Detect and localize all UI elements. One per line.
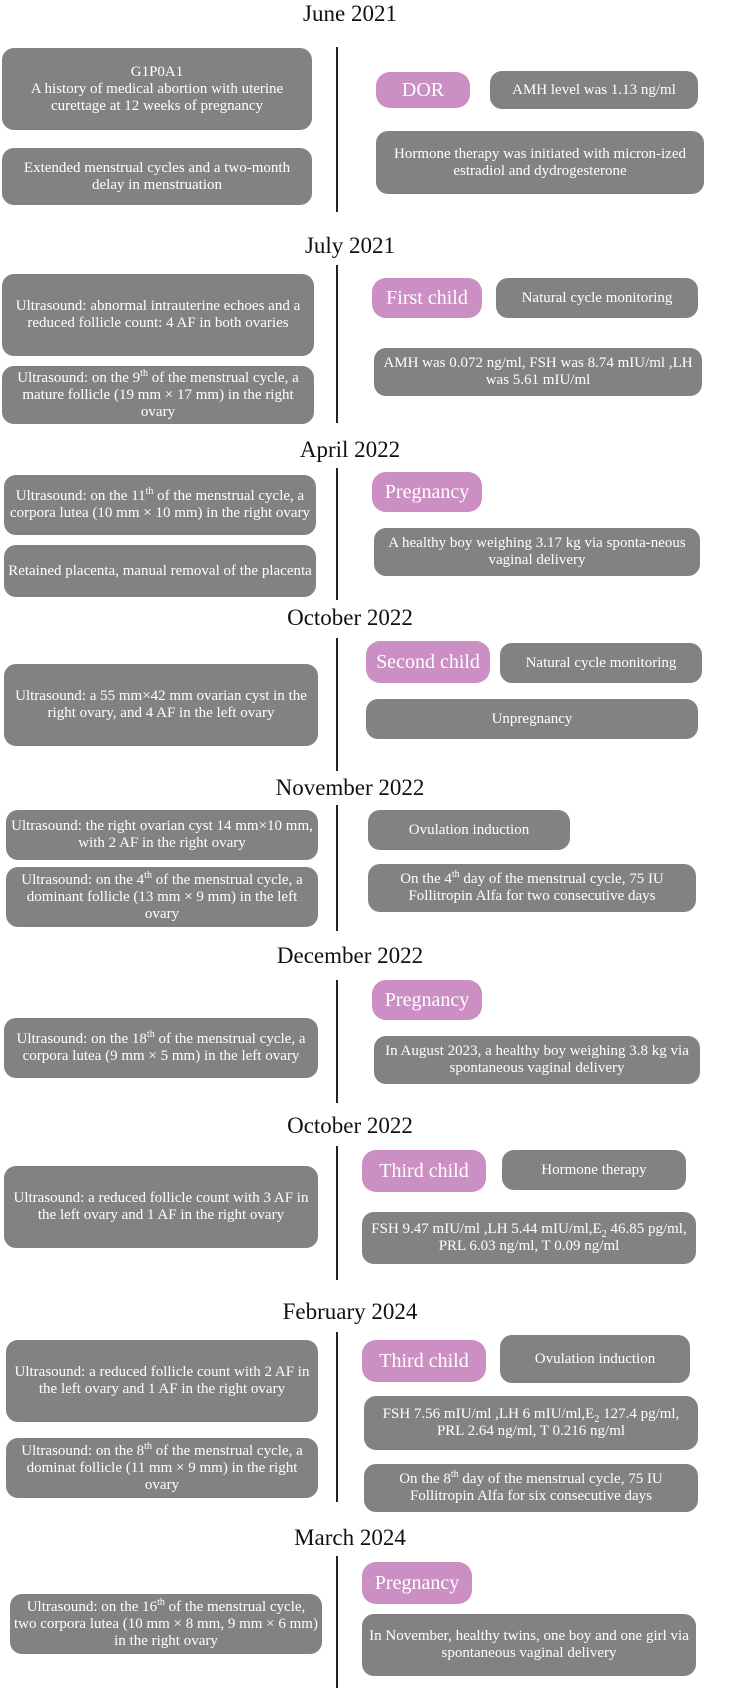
- timeline-divider: [336, 980, 338, 1103]
- event-text: Ultrasound: a reduced follicle count with 2 AF in the left ovary and 1 AF in the right ovary: [14, 1364, 310, 1397]
- event-text: Ultrasound: on the 4th of the menstrual cycle, a dominant follicle (13 mm × 9 mm) in the left ovary: [21, 869, 303, 922]
- category-tag: Pregnancy: [362, 1562, 472, 1604]
- section-heading: April 2022: [299, 437, 401, 462]
- right-top-event-box: [496, 278, 698, 318]
- right-event-box: [374, 1036, 700, 1084]
- event-text: Ovulation induction: [534, 1350, 656, 1367]
- right-event-box: [374, 348, 702, 396]
- category-tag: Pregnancy: [372, 472, 482, 512]
- event-text: Retained placenta, manual removal of the placenta: [8, 562, 312, 579]
- left-event-box: [6, 1340, 318, 1422]
- event-text: Ovulation induction: [408, 821, 530, 838]
- timeline-divider: [336, 638, 338, 771]
- event-text: On the 8th day of the menstrual cycle, 75 IU Follitropin Alfa for six consecutive days: [399, 1469, 663, 1504]
- event-text: In November, healthy twins, one boy and one girl via spontaneous vaginal delivery: [369, 1628, 689, 1661]
- right-top-event-box: [500, 1335, 690, 1383]
- event-text: Ultrasound: a reduced follicle count with 3 AF in the left ovary and 1 AF in the right ovary: [13, 1190, 309, 1223]
- event-text: Ultrasound: on the 18th of the menstrual cycle, a corpora lutea (9 mm × 5 mm) in the left ovary: [16, 1029, 306, 1064]
- event-text: Ultrasound: the right ovarian cyst 14 mm×10 mm, with 2 AF in the right ovary: [11, 818, 313, 851]
- left-event-box: [2, 48, 312, 130]
- left-event-box: [2, 366, 314, 424]
- left-event-box: [2, 148, 312, 205]
- section-heading: December 2022: [276, 943, 424, 968]
- category-tag: Pregnancy: [372, 980, 482, 1020]
- left-event-box: [4, 1166, 318, 1248]
- right-event-box: [368, 864, 696, 912]
- right-event-box: [364, 1396, 698, 1450]
- event-text: Ultrasound: on the 11th of the menstrual cycle, a corpora lutea (10 mm × 10 mm) in the right ovary: [9, 486, 311, 521]
- event-text: G1P0A1 A history of medical abortion with uterine curettage at 12 weeks of pregnancy: [30, 63, 284, 114]
- section-heading: October 2022: [287, 605, 413, 630]
- left-event-box: [6, 810, 318, 860]
- timeline-divider: [336, 265, 338, 423]
- event-text: Ultrasound: on the 9th of the menstrual cycle, a mature follicle (19 mm × 17 mm) in the right ovary: [17, 367, 299, 420]
- right-event-box: [366, 699, 698, 739]
- timeline-divider: [336, 805, 338, 931]
- category-tag: Third child: [362, 1150, 486, 1192]
- event-text: Extended menstrual cycles and a two-month delay in menstruation: [23, 159, 291, 193]
- timeline-divider: [336, 1332, 338, 1502]
- event-text: In August 2023, a healthy boy weighing 3.8 kg via spontaneous vaginal delivery: [385, 1043, 689, 1076]
- left-event-box: [4, 664, 318, 746]
- event-text: Natural cycle monitoring: [521, 289, 673, 306]
- category-tag: Third child: [362, 1340, 486, 1382]
- section-heading: March 2024: [294, 1525, 406, 1550]
- section-heading: July 2021: [304, 233, 396, 258]
- right-event-box: [362, 1614, 696, 1676]
- event-text: Ultrasound: on the 8th of the menstrual cycle, a dominat follicle (11 mm × 9 mm) in the right ovary: [21, 1440, 303, 1493]
- timeline-divider: [336, 47, 338, 212]
- event-text: FSH 9.47 mIU/ml ,LH 5.44 mIU/$ml,E_2$ 46.85 pg/ml, PRL 6.03 ng/ml, T 0.09 ng/ml: [371, 1221, 687, 1254]
- right-top-event-box: [490, 71, 698, 109]
- timeline-divider: [336, 1146, 338, 1280]
- timeline-divider: [336, 468, 338, 600]
- event-text: On the 4th day of the menstrual cycle, 75 IU Follitropin Alfa for two consecutive days: [400, 869, 664, 904]
- left-event-box: [4, 545, 316, 597]
- left-event-box: [2, 274, 314, 356]
- right-top-event-box: [502, 1150, 686, 1190]
- event-text: AMH was 0.072 ng/ml, FSH was 8.74 mIU/ml ,LH was 5.61 mIU/ml: [383, 355, 693, 388]
- event-text: AMH level was 1.13 ng/ml: [512, 81, 676, 98]
- event-text: Unpregnancy: [491, 710, 573, 727]
- right-event-box: [376, 131, 704, 194]
- right-top-event-box: [500, 643, 702, 683]
- left-event-box: [10, 1594, 322, 1654]
- left-event-box: [4, 1018, 318, 1078]
- event-text: Hormone therapy was initiated with micron-ized estradiol and dydrogesterone: [394, 145, 686, 179]
- right-event-box: [362, 1212, 696, 1264]
- category-tag: DOR: [376, 72, 470, 108]
- event-text: FSH 7.56 mIU/ml ,LH 6 mIU/$ml,E_2$ 127.4 pg/ml, PRL 2.64 ng/ml, T 0.216 ng/ml: [382, 1406, 680, 1439]
- left-event-box: [6, 1438, 318, 1498]
- section-heading: June 2021: [303, 1, 397, 26]
- left-event-box: [6, 867, 318, 927]
- left-event-box: [4, 475, 316, 535]
- section-heading: November 2022: [275, 775, 425, 800]
- section-heading: February 2024: [282, 1299, 418, 1324]
- event-text: A healthy boy weighing 3.17 kg via sponta-neous vaginal delivery: [388, 535, 686, 568]
- event-text: Ultrasound: a 55 mm×42 mm ovarian cyst in the right ovary, and 4 AF in the left ovary: [15, 688, 307, 721]
- category-tag: Second child: [366, 641, 490, 683]
- event-text: Hormone therapy: [541, 1161, 647, 1178]
- right-event-box: [374, 528, 700, 576]
- category-tag: First child: [372, 278, 482, 318]
- timeline-divider: [336, 1556, 338, 1688]
- right-event-box: [368, 810, 570, 850]
- right-event-box: [364, 1464, 698, 1512]
- section-heading: October 2022: [287, 1113, 413, 1138]
- event-text: Ultrasound: on the 16th of the menstrual cycle, two corpora lutea (10 mm × 8 mm, 9 mm × 6 mm) in the right ovary: [14, 1596, 318, 1649]
- event-text: Natural cycle monitoring: [525, 654, 677, 671]
- event-text: Ultrasound: abnormal intrauterine echoes and a reduced follicle count: 4 AF in both ovaries: [15, 298, 301, 331]
